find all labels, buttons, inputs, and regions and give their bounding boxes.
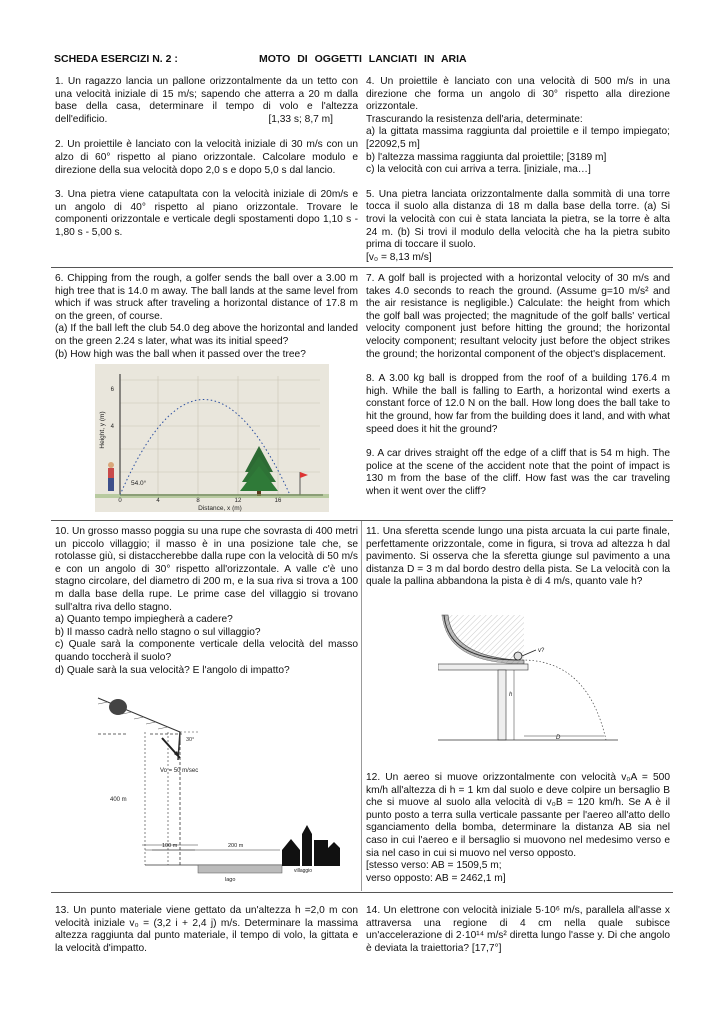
exercise-5: 5. Una pietra lanciata orizzontalmente dalla sommità di una torre tocca il suolo alla distanza di 18 m dalla base della torre. (a) Si trovi la velocità con cui è stata lanciata la pietra, se la torre è alta 24 m. (b) Si trovi il modulo della velocità che ha la pietra subito prima di toccare il suolo. — [366, 188, 670, 251]
separator-2 — [51, 520, 673, 521]
exercise-6: 6. Chipping from the rough, a golfer sends the ball over a 3.00 m high tree that is 14.0 m away. The ball lands at the same level from which if was struck after traveling a horizontal distance of 17.8 m on the green, of course. — [55, 273, 358, 322]
table-leg — [498, 670, 506, 740]
track-figure — [438, 612, 638, 760]
v-arrow — [522, 650, 536, 656]
x-tick-8: 8 — [196, 498, 200, 504]
height-label: 400 m — [110, 797, 127, 803]
exercise-10: 10. Un grosso masso poggia su una rupe che sovrasta di 400 metri un piccolo villaggio; il masso è in una posizione tale che, se rotolasse giù, si distaccherebbe dalla rupe con la velocità di 50 m/s e con un angolo di 30° rispetto all'orizzontale. A valle c'è uno stagno circolare, del diametro di 200 m, e la sua riva si trova a 100 m dalla base della rupe. Le prime case del villaggio si trovano sull'altra riva dello stagno. — [55, 526, 358, 613]
velocity-label: Vo = 50 m/sec — [160, 768, 199, 774]
section4-left — [55, 905, 358, 967]
exercise-4-intro: Trascurando la resistenza dell'aria, determinate: — [366, 113, 583, 125]
x-tick-12: 12 — [234, 498, 242, 504]
boulder-figure — [90, 690, 352, 885]
village-label: villaggio — [294, 868, 313, 874]
x-tick-4: 4 — [156, 498, 160, 504]
table-top — [438, 664, 528, 670]
exercise-9: 9. A car drives straight off the edge of a cliff that is 54 m high. The police at the scene of the accident note that the point of impact is 130 m from the base of the cliff. How fast was the car traveling when it went over the cliff? — [366, 448, 670, 497]
d-label: D — [556, 735, 561, 741]
lake-label: lago — [225, 877, 236, 883]
topic-title: MOTO DI OGGETTI LANCIATI IN ARIA — [259, 53, 467, 65]
ground — [95, 494, 329, 498]
y-tick-6: 6 — [110, 387, 114, 393]
exercise-8: 8. A 3.00 kg ball is dropped from the roof of a building 176.4 m high. While the ball is falling to Earth, a horizontal wind exerts a constant force of 12.0 N on the ball. How long does the ball take to hit the ground, how far from the building does it land, and with what speed does it hit the ground? — [366, 373, 670, 435]
exercise-12-answer-2: verso opposto: AB = 2462,1 m] — [366, 872, 506, 884]
exercise-10-a: a) Quanto tempo impiegherà a cadere? — [55, 614, 233, 626]
x-tick-0: 0 — [118, 498, 122, 504]
section1-right — [366, 76, 670, 276]
exercise-12-answer-1: [stesso verso: AB = 1509,5 m; — [366, 860, 502, 872]
exercise-4-a: a) la gittata massima raggiunta dal proiettile e il tempo impiegato; [22092,5 m] — [366, 126, 670, 150]
y-tick-4: 4 — [110, 424, 114, 430]
dist1-label: 100 m — [162, 843, 178, 849]
golfer-icon — [108, 462, 114, 491]
exercise-4: 4. Un proiettile è lanciato con una velocità di 500 m/s in una direzione che forma un angolo di 30° rispetto alla direzione orizzontale. — [366, 76, 670, 113]
sphere — [514, 652, 522, 660]
exercise-10-c: c) Quale sarà la componente verticale della velocità del masso quando toccherà il suolo? — [55, 639, 358, 663]
separator-3 — [51, 892, 673, 893]
separator-1 — [51, 267, 673, 268]
v-label: v? — [538, 648, 545, 654]
launch-angle: 54.0° — [131, 480, 147, 487]
h-label: h — [509, 692, 513, 698]
exercise-11: 11. Una sferetta scende lungo una pista arcuata la cui parte finale, perfettamente orizzontale, come in figura, si trova ad altezza h dal pavimento. Si osserva che la sferetta giunge sul pavimento a una distanza D = 3 m dal bordo destro della pista. Se La velocità con la quale la pallina abbandona la pista è di 4 m/s, quanto vale h? — [366, 526, 670, 588]
x-axis-label: Distance, x (m) — [198, 505, 242, 512]
fall-path — [522, 660, 606, 740]
exercise-14: 14. Un elettrone con velocità iniziale 5·10⁶ m/s, parallela all'asse x attraversa una regione di 4 cm nella quale subisce un'accelerazione di 2·10¹⁴ m/s² diretta lungo l'asse y. Di che angolo è deviata la traiettoria? [17,7°] — [366, 905, 670, 954]
exercise-6-a: (a) If the ball left the club 54.0 deg above the horizontal and landed on the green 2.24 s later, what was its initial speed? — [55, 323, 358, 347]
cliff-hatch — [98, 702, 168, 729]
exercise-6-b: (b) How high was the ball when it passed over the tree? — [55, 348, 306, 360]
angle-label: 30° — [186, 737, 195, 743]
exercise-4-c: c) la velocità con cui arriva a terra. [iniziale, ma…] — [366, 164, 591, 176]
exercise-7: 7. A golf ball is projected with a horizontal velocity of 30 m/s and takes 4.0 seconds to reach the ground. (Assume g=10 m/s² and the air resistance is negligible.) Calculate: the height from which the golf ball was projected; the magnitude of the golf balls' vertical velocity component just before hitting the ground; the horizontal velocity component; resultant velocity just before the object strikes the ground; the horizontal component of the object's displacement. — [366, 273, 670, 360]
dist2-label: 200 m — [228, 843, 244, 849]
y-axis-label: Height, y (m) — [99, 411, 106, 449]
section3-right-lower — [366, 772, 670, 897]
exercise-10-b: b) Il masso cadrà nello stagno o sul villaggio? — [55, 626, 261, 638]
exercise-2: 2. Un proiettile è lanciato con la velocità iniziale di 30 m/s con un alzo di 60° rispetto al piano orizzontale. Calcolare modulo e direzione della sua velocità dopo 2,0 s e dopo 5,0 s dal lancio. — [55, 139, 358, 176]
exercise-13: 13. Un punto materiale viene gettato da un'altezza h =2,0 m con velocità iniziale v₀ = (3,2 i + 2,4 j) m/s. Determinare la massima altezza raggiunta dal punto materiale, il tempo di volo, la gittata e la velocità d'impatto. — [55, 905, 358, 954]
column-divider — [361, 521, 362, 891]
boulder-icon — [109, 699, 127, 715]
exercise-3: 3. Una pietra viene catapultata con la velocità iniziale di 20m/s e un angolo di 40° rispetto al piano orizzontale. Trovare le componenti orizzontale e verticale degli spostamenti dopo 1,10 s - 1,80 s - 5,00 s. — [55, 189, 358, 238]
exercise-10-d: d) Quale sarà la sua velocità? E l'angolo di impatto? — [55, 664, 290, 676]
section4-right — [366, 905, 670, 967]
village-icon — [282, 825, 340, 866]
exercise-12: 12. Un aereo si muove orizzontalmente con velocità v₀A = 500 km/h all'altezza di h = 1 km dal suolo e deve colpire un bersaglio B che si muove al suolo alla velocità di v₀B = 120 km/h. Se A è il punto posto a terra sulla verticale passante per l'aereo all'atto dello sganciamento della bomba, determinare la distanza AB sia nel caso in cui l'aereo e il bersaglio si muovono nel medesimo verso e sia nel caso in cui si muovo nel verso opposto. — [366, 772, 670, 859]
exercise-4-b: b) l'altezza massima raggiunta dal proiettile; [3189 m] — [366, 151, 607, 163]
sheet-title: SCHEDA ESERCIZI N. 2 : — [54, 53, 178, 65]
exercise-1: 1. Un ragazzo lancia un pallone orizzontalmente da un tetto con una velocità iniziale di 15 m/s; sapendo che atterra a 20 m dalla base della casa, determinare il tempo di volo e l'altezza dell'edificio. — [55, 76, 358, 125]
section3-right — [366, 526, 670, 601]
lake — [198, 865, 282, 873]
section3-left — [55, 526, 358, 689]
section2-left — [55, 273, 358, 373]
exercise-1-answer: [1,33 s; 8,7 m] — [268, 113, 333, 125]
figure-background — [95, 364, 329, 512]
section2-right — [366, 273, 670, 511]
exercise-5-answer: [v₀ = 8,13 m/s] — [366, 251, 432, 263]
x-tick-16: 16 — [274, 498, 282, 504]
golf-figure — [95, 364, 329, 512]
section1-left — [55, 76, 358, 252]
